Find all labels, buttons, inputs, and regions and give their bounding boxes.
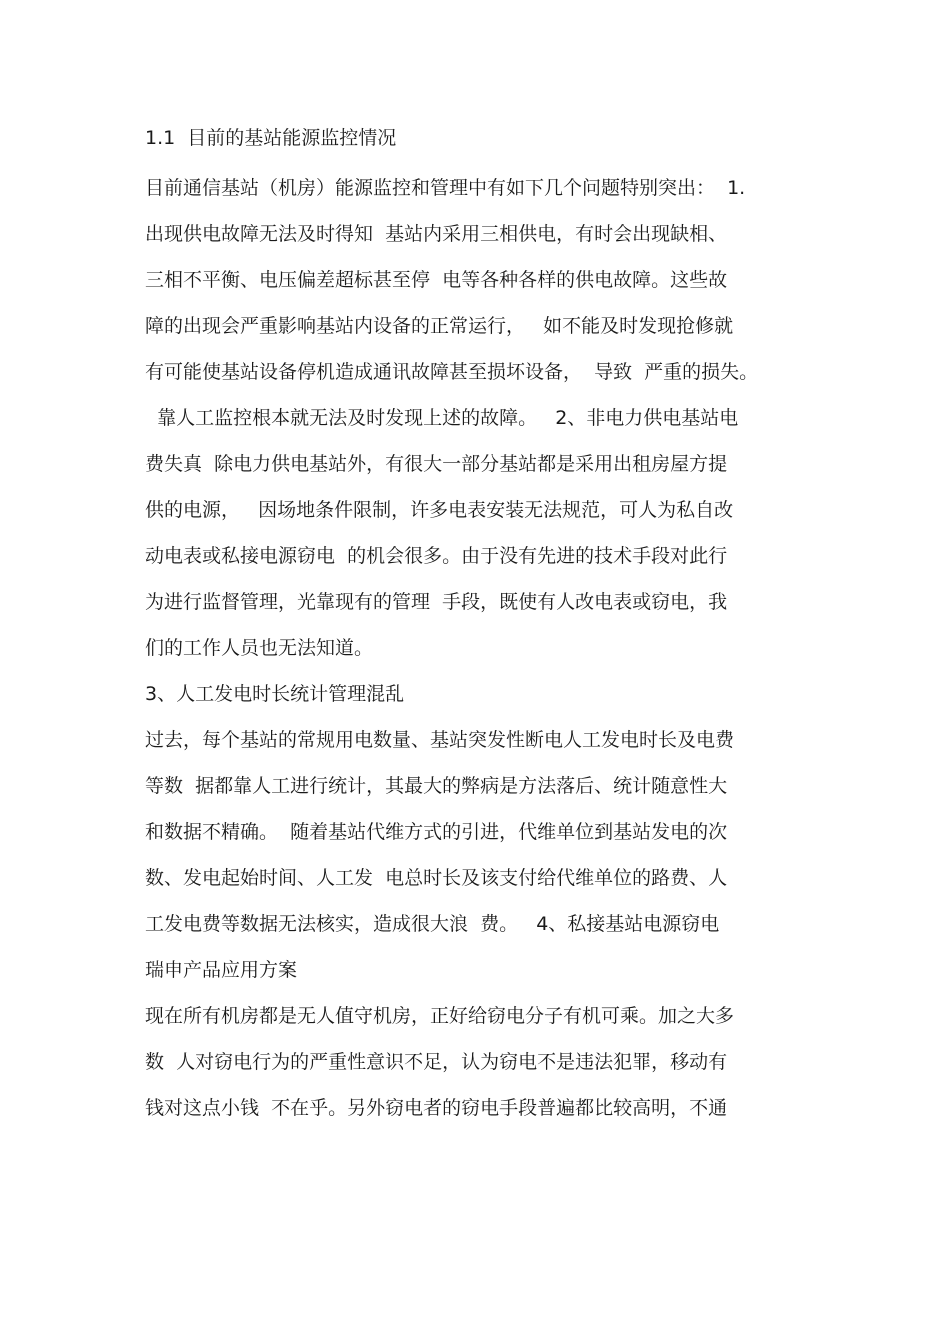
text-line: 有可能使基站设备停机造成通讯故障甚至损坏设备， 导致 严重的损失。: [145, 361, 759, 383]
text-line: 钱对这点小钱 不在乎。另外窃电者的窃电手段普遍都比较高明，不通: [145, 1097, 728, 1119]
text-line: 数 人对窃电行为的严重性意识不足，认为窃电不是违法犯罪，移动有: [145, 1051, 728, 1073]
text-line: 三相不平衡、电压偏差超标甚至停 电等各种各样的供电故障。这些故: [145, 269, 728, 291]
text-line: 靠人工监控根本就无法及时发现上述的故障。 2、非电力供电基站电: [145, 407, 739, 429]
section-heading: 1.1 目前的基站能源监控情况: [145, 127, 397, 149]
subheading: 3、人工发电时长统计管理混乱: [145, 683, 405, 705]
text-line: 目前通信基站（机房）能源监控和管理中有如下几个问题特别突出： 1.: [145, 177, 746, 199]
subheading: 瑞申产品应用方案: [145, 959, 298, 981]
text-line: 工发电费等数据无法核实，造成很大浪 费。 4、私接基站电源窃电: [145, 913, 720, 935]
text-line: 费失真 除电力供电基站外，有很大一部分基站都是采用出租房屋方提: [145, 453, 728, 475]
text-line: 们的工作人员也无法知道。: [145, 637, 374, 659]
text-line: 供的电源， 因场地条件限制，许多电表安装无法规范，可人为私自改: [145, 499, 734, 521]
text-line: 数、发电起始时间、人工发 电总时长及该支付给代维单位的路费、人: [145, 867, 728, 889]
text-line: 等数 据都靠人工进行统计，其最大的弊病是方法落后、统计随意性大: [145, 775, 728, 797]
text-line: 为进行监督管理，光靠现有的管理 手段，既使有人改电表或窃电，我: [145, 591, 728, 613]
text-line: 动电表或私接电源窃电 的机会很多。由于没有先进的技术手段对此行: [145, 545, 728, 567]
text-line: 过去，每个基站的常规用电数量、基站突发性断电人工发电时长及电费: [145, 729, 735, 751]
text-line: 现在所有机房都是无人值守机房，正好给窃电分子有机可乘。加之大多: [145, 1005, 735, 1027]
text-line: 和数据不精确。 随着基站代维方式的引进，代维单位到基站发电的次: [145, 821, 728, 843]
text-line: 出现供电故障无法及时得知 基站内采用三相供电，有时会出现缺相、: [145, 223, 728, 245]
text-line: 障的出现会严重影响基站内设备的正常运行， 如不能及时发现抢修就: [145, 315, 734, 337]
